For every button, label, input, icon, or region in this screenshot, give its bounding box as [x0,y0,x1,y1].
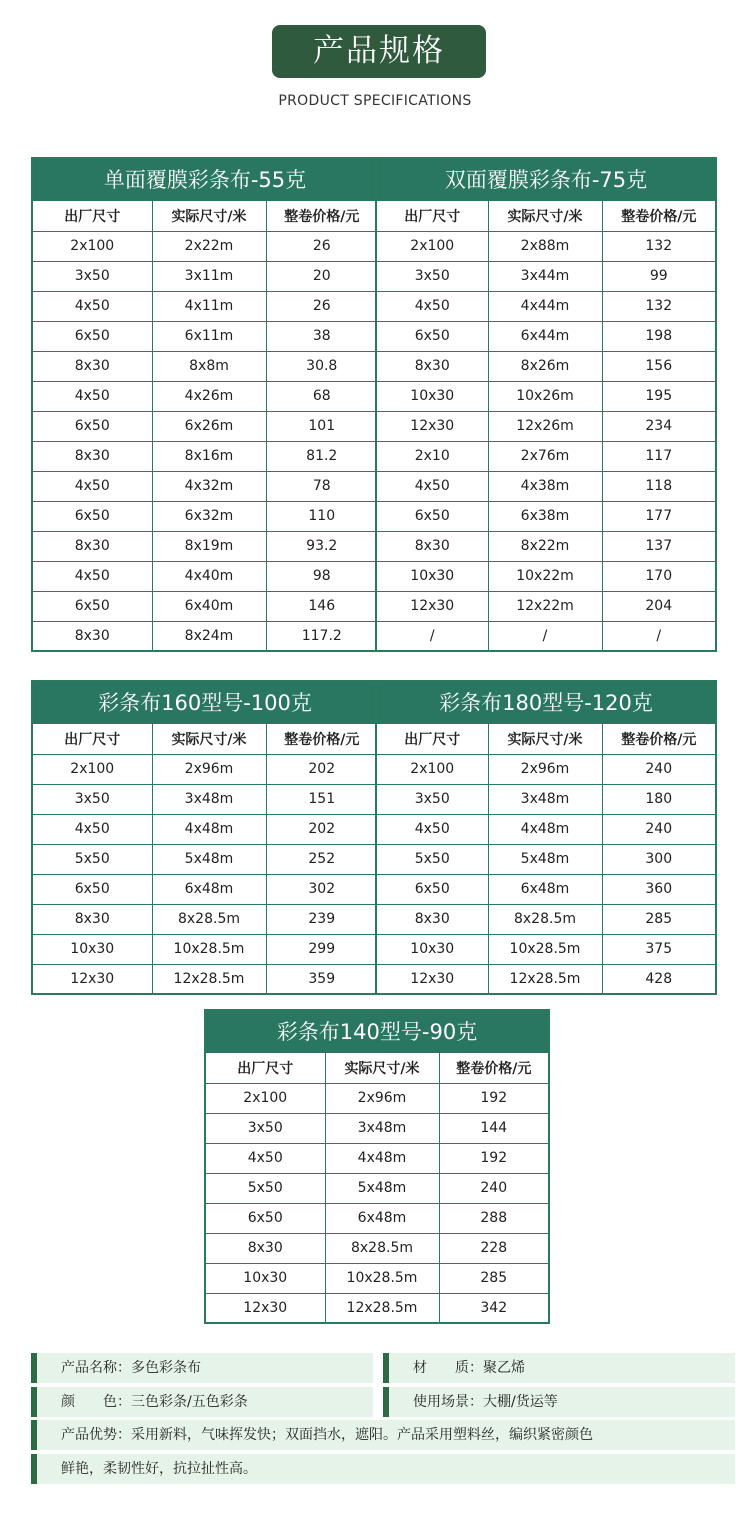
table-row [205,1083,549,1113]
table-row [376,874,716,904]
actual-size-cell: 2x22m [152,231,266,261]
price-cell: 240 [439,1173,549,1203]
price-cell: 288 [439,1203,549,1233]
factory-size-cell: 2x100 [376,754,488,784]
table-row [376,754,716,784]
table-row [376,621,716,651]
column-header: 整卷价格/元 [602,723,716,754]
table-row [32,531,378,561]
page-title: 产品规格 [272,25,486,78]
table-row [32,621,378,651]
factory-size-cell: 3x50 [32,261,152,291]
price-cell: 180 [602,784,716,814]
table-row [205,1263,549,1293]
actual-size-cell: 4x38m [488,471,602,501]
table-caption: 彩条布180型号-120克 [376,681,716,723]
factory-size-cell: 5x50 [376,844,488,874]
price-cell: 202 [266,754,378,784]
actual-size-cell: 6x48m [488,874,602,904]
price-cell: 177 [602,501,716,531]
actual-size-cell: 6x38m [488,501,602,531]
price-cell: 252 [266,844,378,874]
table-row [32,784,378,814]
actual-size-cell: 5x48m [488,844,602,874]
actual-size-cell: 6x48m [152,874,266,904]
table-row [376,321,716,351]
table-row [376,501,716,531]
factory-size-cell: 4x50 [205,1143,325,1173]
table-row [205,1173,549,1203]
info-color: 颜 色：三色彩条/五色彩条 [31,1387,373,1417]
table-row [32,964,378,994]
factory-size-cell: 5x50 [32,844,152,874]
column-header: 出厂尺寸 [32,200,152,231]
table-row [205,1203,549,1233]
actual-size-cell: 8x28.5m [325,1233,439,1263]
table-row [376,441,716,471]
price-cell: 360 [602,874,716,904]
price-cell: 202 [266,814,378,844]
actual-size-cell: 4x48m [325,1143,439,1173]
factory-size-cell: 8x30 [32,531,152,561]
actual-size-cell: 10x22m [488,561,602,591]
table-row [32,501,378,531]
table-row [376,261,716,291]
price-cell: 81.2 [266,441,378,471]
factory-size-cell: 8x30 [32,621,152,651]
column-header: 实际尺寸/米 [488,723,602,754]
actual-size-cell: 6x44m [488,321,602,351]
price-cell: 30.8 [266,351,378,381]
price-cell: 137 [602,531,716,561]
price-cell: 239 [266,904,378,934]
price-cell: 110 [266,501,378,531]
actual-size-cell: 8x26m [488,351,602,381]
table-row [376,591,716,621]
actual-size-cell: 12x28.5m [152,964,266,994]
table-row [205,1143,549,1173]
table-row [32,261,378,291]
actual-size-cell: 4x48m [152,814,266,844]
actual-size-cell: 10x28.5m [488,934,602,964]
actual-size-cell: 8x28.5m [152,904,266,934]
factory-size-cell: 10x30 [205,1263,325,1293]
column-header: 实际尺寸/米 [325,1052,439,1083]
price-cell: 192 [439,1143,549,1173]
price-cell: 285 [439,1263,549,1293]
table-row [32,561,378,591]
price-cell: 228 [439,1233,549,1263]
actual-size-cell: 10x28.5m [152,934,266,964]
actual-size-cell: 4x40m [152,561,266,591]
table-row [376,291,716,321]
factory-size-cell: 12x30 [376,411,488,441]
factory-size-cell: 8x30 [376,904,488,934]
factory-size-cell: 6x50 [32,591,152,621]
actual-size-cell: 2x96m [325,1083,439,1113]
factory-size-cell: 3x50 [32,784,152,814]
factory-size-cell: 4x50 [376,814,488,844]
factory-size-cell: 2x100 [32,231,152,261]
factory-size-cell: 4x50 [376,291,488,321]
info-advantage-line2: 鲜艳，柔韧性好，抗拉扯性高。 [31,1454,735,1484]
price-cell: 240 [602,754,716,784]
actual-size-cell: 8x16m [152,441,266,471]
table-body [376,754,716,994]
table-body [376,231,716,651]
column-header: 整卷价格/元 [602,200,716,231]
actual-size-cell: 8x8m [152,351,266,381]
actual-size-cell: 8x24m [152,621,266,651]
column-header: 实际尺寸/米 [152,200,266,231]
factory-size-cell: 8x30 [32,904,152,934]
column-header: 出厂尺寸 [376,723,488,754]
price-cell: / [602,621,716,651]
price-cell: 151 [266,784,378,814]
actual-size-cell: 4x32m [152,471,266,501]
price-cell: 234 [602,411,716,441]
actual-size-cell: 2x88m [488,231,602,261]
factory-size-cell: 6x50 [376,321,488,351]
actual-size-cell: 5x48m [152,844,266,874]
factory-size-cell: 6x50 [32,321,152,351]
price-cell: 302 [266,874,378,904]
factory-size-cell: 8x30 [376,351,488,381]
table-body [32,754,378,994]
price-cell: 117 [602,441,716,471]
factory-size-cell: 6x50 [376,501,488,531]
table-row [376,784,716,814]
price-cell: 285 [602,904,716,934]
spec-table-55g [31,157,379,652]
factory-size-cell: 2x100 [205,1083,325,1113]
actual-size-cell: / [488,621,602,651]
table-row [376,531,716,561]
actual-size-cell: 10x28.5m [325,1263,439,1293]
price-cell: 99 [602,261,716,291]
table-caption: 单面覆膜彩条布-55克 [32,158,378,200]
table-row [376,964,716,994]
actual-size-cell: 6x26m [152,411,266,441]
price-cell: 375 [602,934,716,964]
price-cell: 118 [602,471,716,501]
table-row [376,471,716,501]
spec-table-120g [375,680,717,995]
table-row [32,844,378,874]
price-cell: 144 [439,1113,549,1143]
price-cell: 195 [602,381,716,411]
table-row [32,471,378,501]
info-product-name: 产品名称：多色彩条布 [31,1353,373,1383]
actual-size-cell: 12x26m [488,411,602,441]
factory-size-cell: 8x30 [32,351,152,381]
factory-size-cell: 3x50 [205,1113,325,1143]
price-cell: 156 [602,351,716,381]
spec-table-75g [375,157,717,652]
factory-size-cell: 4x50 [32,381,152,411]
factory-size-cell: 4x50 [376,471,488,501]
actual-size-cell: 12x28.5m [325,1293,439,1323]
price-cell: 38 [266,321,378,351]
price-cell: 342 [439,1293,549,1323]
factory-size-cell: 4x50 [32,561,152,591]
table-body [32,231,378,651]
actual-size-cell: 6x40m [152,591,266,621]
table-row [32,934,378,964]
price-cell: 20 [266,261,378,291]
table-caption: 双面覆膜彩条布-75克 [376,158,716,200]
actual-size-cell: 4x11m [152,291,266,321]
table-row [32,591,378,621]
actual-size-cell: 4x48m [488,814,602,844]
table-row [376,351,716,381]
table-row [32,291,378,321]
actual-size-cell: 10x26m [488,381,602,411]
price-cell: 192 [439,1083,549,1113]
price-cell: 146 [266,591,378,621]
actual-size-cell: 12x22m [488,591,602,621]
info-advantage-line1: 产品优势：采用新料，气味挥发快；双面挡水，遮阳。产品采用塑料丝，编织紧密颜色 [31,1420,735,1450]
factory-size-cell: 2x100 [376,231,488,261]
factory-size-cell: 8x30 [205,1233,325,1263]
factory-size-cell: 4x50 [32,471,152,501]
column-header: 出厂尺寸 [32,723,152,754]
price-cell: 98 [266,561,378,591]
actual-size-cell: 12x28.5m [488,964,602,994]
factory-size-cell: 6x50 [205,1203,325,1233]
price-cell: 170 [602,561,716,591]
table-row [32,814,378,844]
actual-size-cell: 8x19m [152,531,266,561]
factory-size-cell: 5x50 [205,1173,325,1203]
factory-size-cell: 12x30 [376,964,488,994]
price-cell: 132 [602,231,716,261]
actual-size-cell: 8x28.5m [488,904,602,934]
price-cell: 240 [602,814,716,844]
actual-size-cell: 3x48m [488,784,602,814]
price-cell: 26 [266,231,378,261]
price-cell: 68 [266,381,378,411]
table-row [32,874,378,904]
table-row [376,934,716,964]
price-cell: 198 [602,321,716,351]
price-cell: 428 [602,964,716,994]
table-row [32,231,378,261]
table-row [32,351,378,381]
column-header: 整卷价格/元 [439,1052,549,1083]
factory-size-cell: 2x100 [32,754,152,784]
factory-size-cell: 10x30 [376,934,488,964]
factory-size-cell: 4x50 [32,291,152,321]
column-header: 出厂尺寸 [376,200,488,231]
actual-size-cell: 4x44m [488,291,602,321]
factory-size-cell: 2x10 [376,441,488,471]
table-row [32,441,378,471]
page-subtitle: PRODUCT SPECIFICATIONS [278,93,472,109]
column-header: 出厂尺寸 [205,1052,325,1083]
factory-size-cell: 8x30 [32,441,152,471]
table-row [376,844,716,874]
info-usage: 使用场景：大棚/货运等 [383,1387,735,1417]
factory-size-cell: 6x50 [32,874,152,904]
price-cell: 78 [266,471,378,501]
actual-size-cell: 3x48m [325,1113,439,1143]
table-row [376,411,716,441]
factory-size-cell: 3x50 [376,261,488,291]
table-row [376,381,716,411]
column-header: 整卷价格/元 [266,723,378,754]
price-cell: 26 [266,291,378,321]
table-row [32,904,378,934]
factory-size-cell: 10x30 [32,934,152,964]
factory-size-cell: 12x30 [32,964,152,994]
factory-size-cell: 6x50 [32,501,152,531]
table-row [205,1113,549,1143]
factory-size-cell: 10x30 [376,381,488,411]
actual-size-cell: 4x26m [152,381,266,411]
price-cell: 359 [266,964,378,994]
factory-size-cell: 6x50 [32,411,152,441]
table-row [205,1233,549,1263]
info-material: 材 质：聚乙烯 [383,1353,735,1383]
factory-size-cell: / [376,621,488,651]
price-cell: 300 [602,844,716,874]
table-caption: 彩条布140型号-90克 [205,1010,549,1052]
price-cell: 204 [602,591,716,621]
price-cell: 132 [602,291,716,321]
actual-size-cell: 5x48m [325,1173,439,1203]
column-header: 实际尺寸/米 [488,200,602,231]
column-header: 实际尺寸/米 [152,723,266,754]
actual-size-cell: 2x96m [152,754,266,784]
actual-size-cell: 2x76m [488,441,602,471]
factory-size-cell: 6x50 [376,874,488,904]
table-caption: 彩条布160型号-100克 [32,681,378,723]
table-row [32,411,378,441]
table-row [376,231,716,261]
price-cell: 101 [266,411,378,441]
factory-size-cell: 12x30 [205,1293,325,1323]
table-row [376,561,716,591]
price-cell: 93.2 [266,531,378,561]
actual-size-cell: 3x44m [488,261,602,291]
factory-size-cell: 12x30 [376,591,488,621]
spec-table-90g [204,1009,550,1324]
table-row [32,321,378,351]
table-row [376,904,716,934]
factory-size-cell: 4x50 [32,814,152,844]
price-cell: 299 [266,934,378,964]
factory-size-cell: 3x50 [376,784,488,814]
table-row [205,1293,549,1323]
table-row [32,754,378,784]
actual-size-cell: 8x22m [488,531,602,561]
table-body [205,1083,549,1323]
price-cell: 117.2 [266,621,378,651]
actual-size-cell: 3x48m [152,784,266,814]
actual-size-cell: 3x11m [152,261,266,291]
table-row [376,814,716,844]
actual-size-cell: 6x48m [325,1203,439,1233]
actual-size-cell: 6x32m [152,501,266,531]
actual-size-cell: 6x11m [152,321,266,351]
actual-size-cell: 2x96m [488,754,602,784]
factory-size-cell: 8x30 [376,531,488,561]
factory-size-cell: 10x30 [376,561,488,591]
spec-table-100g [31,680,379,995]
column-header: 整卷价格/元 [266,200,378,231]
table-row [32,381,378,411]
